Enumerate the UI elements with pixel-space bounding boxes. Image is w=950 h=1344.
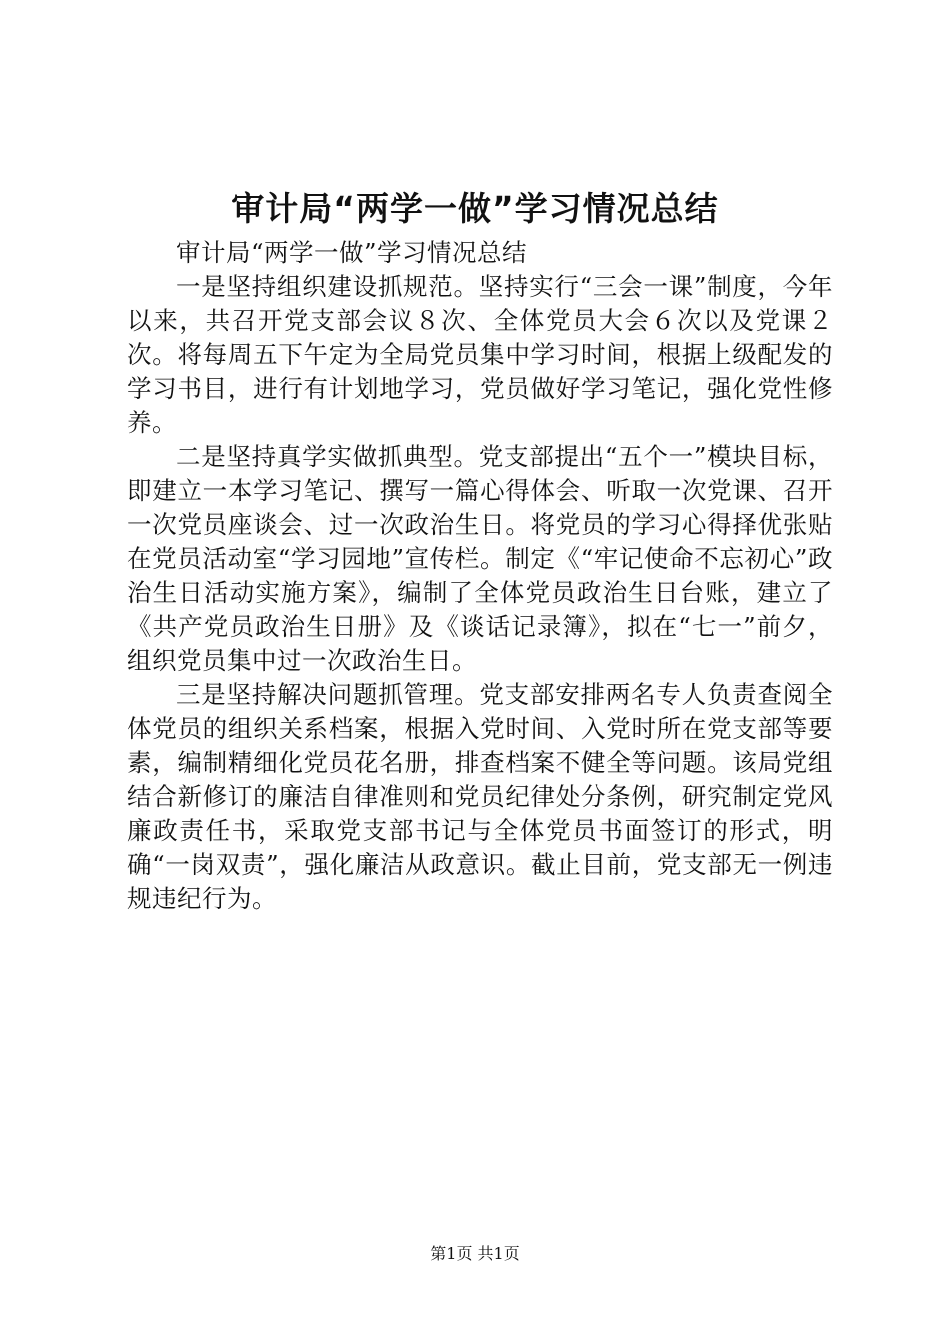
paragraph-2: 二是坚持真学实做抓典型。党支部提出“五个一”模块目标，即建立一本学习笔记、撰写一篇心得体会、听取一次党课、召开一次党员座谈会、过一次政治生日。将党员的学习心得择优张贴在党员活动室“学习园地”宣传栏。制定《“牢记使命不忘初心”政治生日活动实施方案》，编制了全体党员政治生日台账，建立了《共产党员政治生日册》及《谈话记录簿》，拟在“七一”前夕，组织党员集中过一次政治生日。 (127, 442, 833, 675)
paragraph-3: 三是坚持解决问题抓管理。党支部安排两名专人负责查阅全体党员的组织关系档案，根据入党时间、入党时所在党支部等要素，编制精细化党员花名册，排查档案不健全等问题。该局党组结合新修订的廉洁自律准则和党员纪律处分条例，研究制定党风廉政责任书，采取党支部书记与全体党员书面签订的形式，明确“一岗双责”，强化廉洁从政意识。截止目前，党支部无一例违规违纪行为。 (127, 680, 833, 913)
paragraph-subtitle: 审计局“两学一做”学习情况总结 (176, 238, 528, 267)
document-body (127, 236, 833, 916)
document-title: 审计局“两学一做”学习情况总结 (231, 189, 719, 228)
page-footer: 第1页 共1页 (430, 1244, 520, 1263)
paragraph-1: 一是坚持组织建设抓规范。坚持实行“三会一课”制度，今年以来，共召开党支部会议８次、全体党员大会６次以及党课２次。将每周五下午定为全局党员集中学习时间，根据上级配发的学习书目，进行有计划地学习，党员做好学习笔记，强化党性修养。 (127, 272, 833, 437)
